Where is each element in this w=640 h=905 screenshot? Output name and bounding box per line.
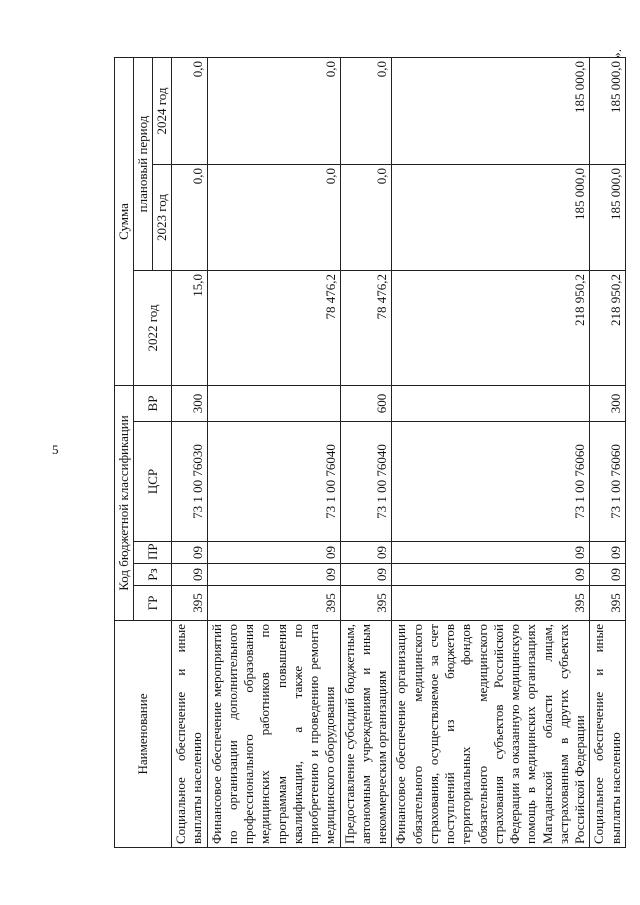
cell-pr: 09 bbox=[340, 542, 392, 564]
cell-gr: 395 bbox=[340, 586, 392, 621]
cell-gr: 395 bbox=[207, 586, 340, 621]
cell-csr: 73 1 00 76060 bbox=[590, 422, 626, 542]
cell-csr: 73 1 00 76060 bbox=[392, 422, 590, 542]
cell-rz: 09 bbox=[172, 564, 208, 586]
closing-quote: ». bbox=[609, 49, 624, 59]
cell-y2023: 0,0 bbox=[207, 164, 340, 270]
cell-vr: 300 bbox=[172, 385, 208, 421]
cell-pr: 09 bbox=[172, 542, 208, 564]
header-rz: Рз bbox=[134, 564, 172, 586]
cell-y2024: 0,0 bbox=[172, 57, 208, 164]
cell-y2024: 0,0 bbox=[207, 57, 340, 164]
cell-y2022: 78 476,2 bbox=[340, 270, 392, 385]
header-gr: ГР bbox=[134, 586, 172, 621]
cell-rz: 09 bbox=[207, 564, 340, 586]
rotated-table-wrapper bbox=[114, 58, 623, 848]
table-row bbox=[590, 57, 626, 847]
cell-name: Предоставление субсидий бюджетным, автономным учреждениям и иным некоммерческим организациям bbox=[340, 621, 392, 848]
cell-y2022: 218 950,2 bbox=[392, 270, 590, 385]
cell-y2022: 15,0 bbox=[172, 270, 208, 385]
cell-y2023: 185 000,0 bbox=[590, 164, 626, 270]
cell-y2024: 0,0 bbox=[340, 57, 392, 164]
cell-y2022: 78 476,2 bbox=[207, 270, 340, 385]
header-sum: Сумма bbox=[115, 57, 134, 385]
header-planning: плановый период bbox=[134, 57, 153, 270]
header-2024: 2024 год bbox=[153, 57, 172, 164]
cell-pr: 09 bbox=[207, 542, 340, 564]
cell-gr: 395 bbox=[590, 586, 626, 621]
header-2022: 2022 год bbox=[134, 270, 172, 385]
table-row bbox=[340, 57, 392, 847]
cell-pr: 09 bbox=[392, 542, 590, 564]
header-pr: ПР bbox=[134, 542, 172, 564]
budget-table bbox=[114, 57, 626, 848]
table-row bbox=[392, 57, 590, 847]
cell-gr: 395 bbox=[172, 586, 208, 621]
cell-vr: 300 bbox=[590, 385, 626, 421]
cell-name: Социальное обеспечение и иные выплаты населению bbox=[172, 621, 208, 848]
cell-name: Финансовое обеспечение мероприятий по организации дополнительного профессионального образования медицинских работников по программам повышения квалификации, а также по приобретению и проведению ремонта медицинского оборудования bbox=[207, 621, 340, 848]
cell-csr: 73 1 00 76030 bbox=[172, 422, 208, 542]
header-name: Наименование bbox=[115, 621, 172, 848]
page-number: 5 bbox=[52, 442, 59, 457]
table-row bbox=[207, 57, 340, 847]
cell-pr: 09 bbox=[590, 542, 626, 564]
cell-y2023: 0,0 bbox=[172, 164, 208, 270]
cell-rz: 09 bbox=[590, 564, 626, 586]
cell-y2022: 218 950,2 bbox=[590, 270, 626, 385]
cell-rz: 09 bbox=[340, 564, 392, 586]
cell-y2023: 185 000,0 bbox=[392, 164, 590, 270]
cell-csr: 73 1 00 76040 bbox=[340, 422, 392, 542]
cell-y2024: 185 000,0 bbox=[392, 57, 590, 164]
cell-name: Финансовое обеспечение организации обязательного медицинского страхования, осуществляемое за счет поступлений из бюджетов территориальных фондов обязательного медицинского страхования субъектов Российской Федерации за оказанную медицинскую помощь в медицинских организациях Магаданской области лицам, застрахованным в других субъектах Российской Федерации bbox=[392, 621, 590, 848]
header-vr: ВР bbox=[134, 385, 172, 421]
cell-y2023: 0,0 bbox=[340, 164, 392, 270]
header-2023: 2023 год bbox=[153, 164, 172, 270]
cell-gr: 395 bbox=[392, 586, 590, 621]
cell-rz: 09 bbox=[392, 564, 590, 586]
cell-name: Социальное обеспечение и иные выплаты населению bbox=[590, 621, 626, 848]
cell-y2024: 185 000,0 bbox=[590, 57, 626, 164]
cell-vr: 600 bbox=[340, 385, 392, 421]
cell-vr bbox=[207, 385, 340, 421]
cell-csr: 73 1 00 76040 bbox=[207, 422, 340, 542]
table-row bbox=[172, 57, 208, 847]
header-code-group: Код бюджетной классификации bbox=[115, 385, 134, 620]
cell-vr bbox=[392, 385, 590, 421]
header-csr: ЦСР bbox=[134, 422, 172, 542]
